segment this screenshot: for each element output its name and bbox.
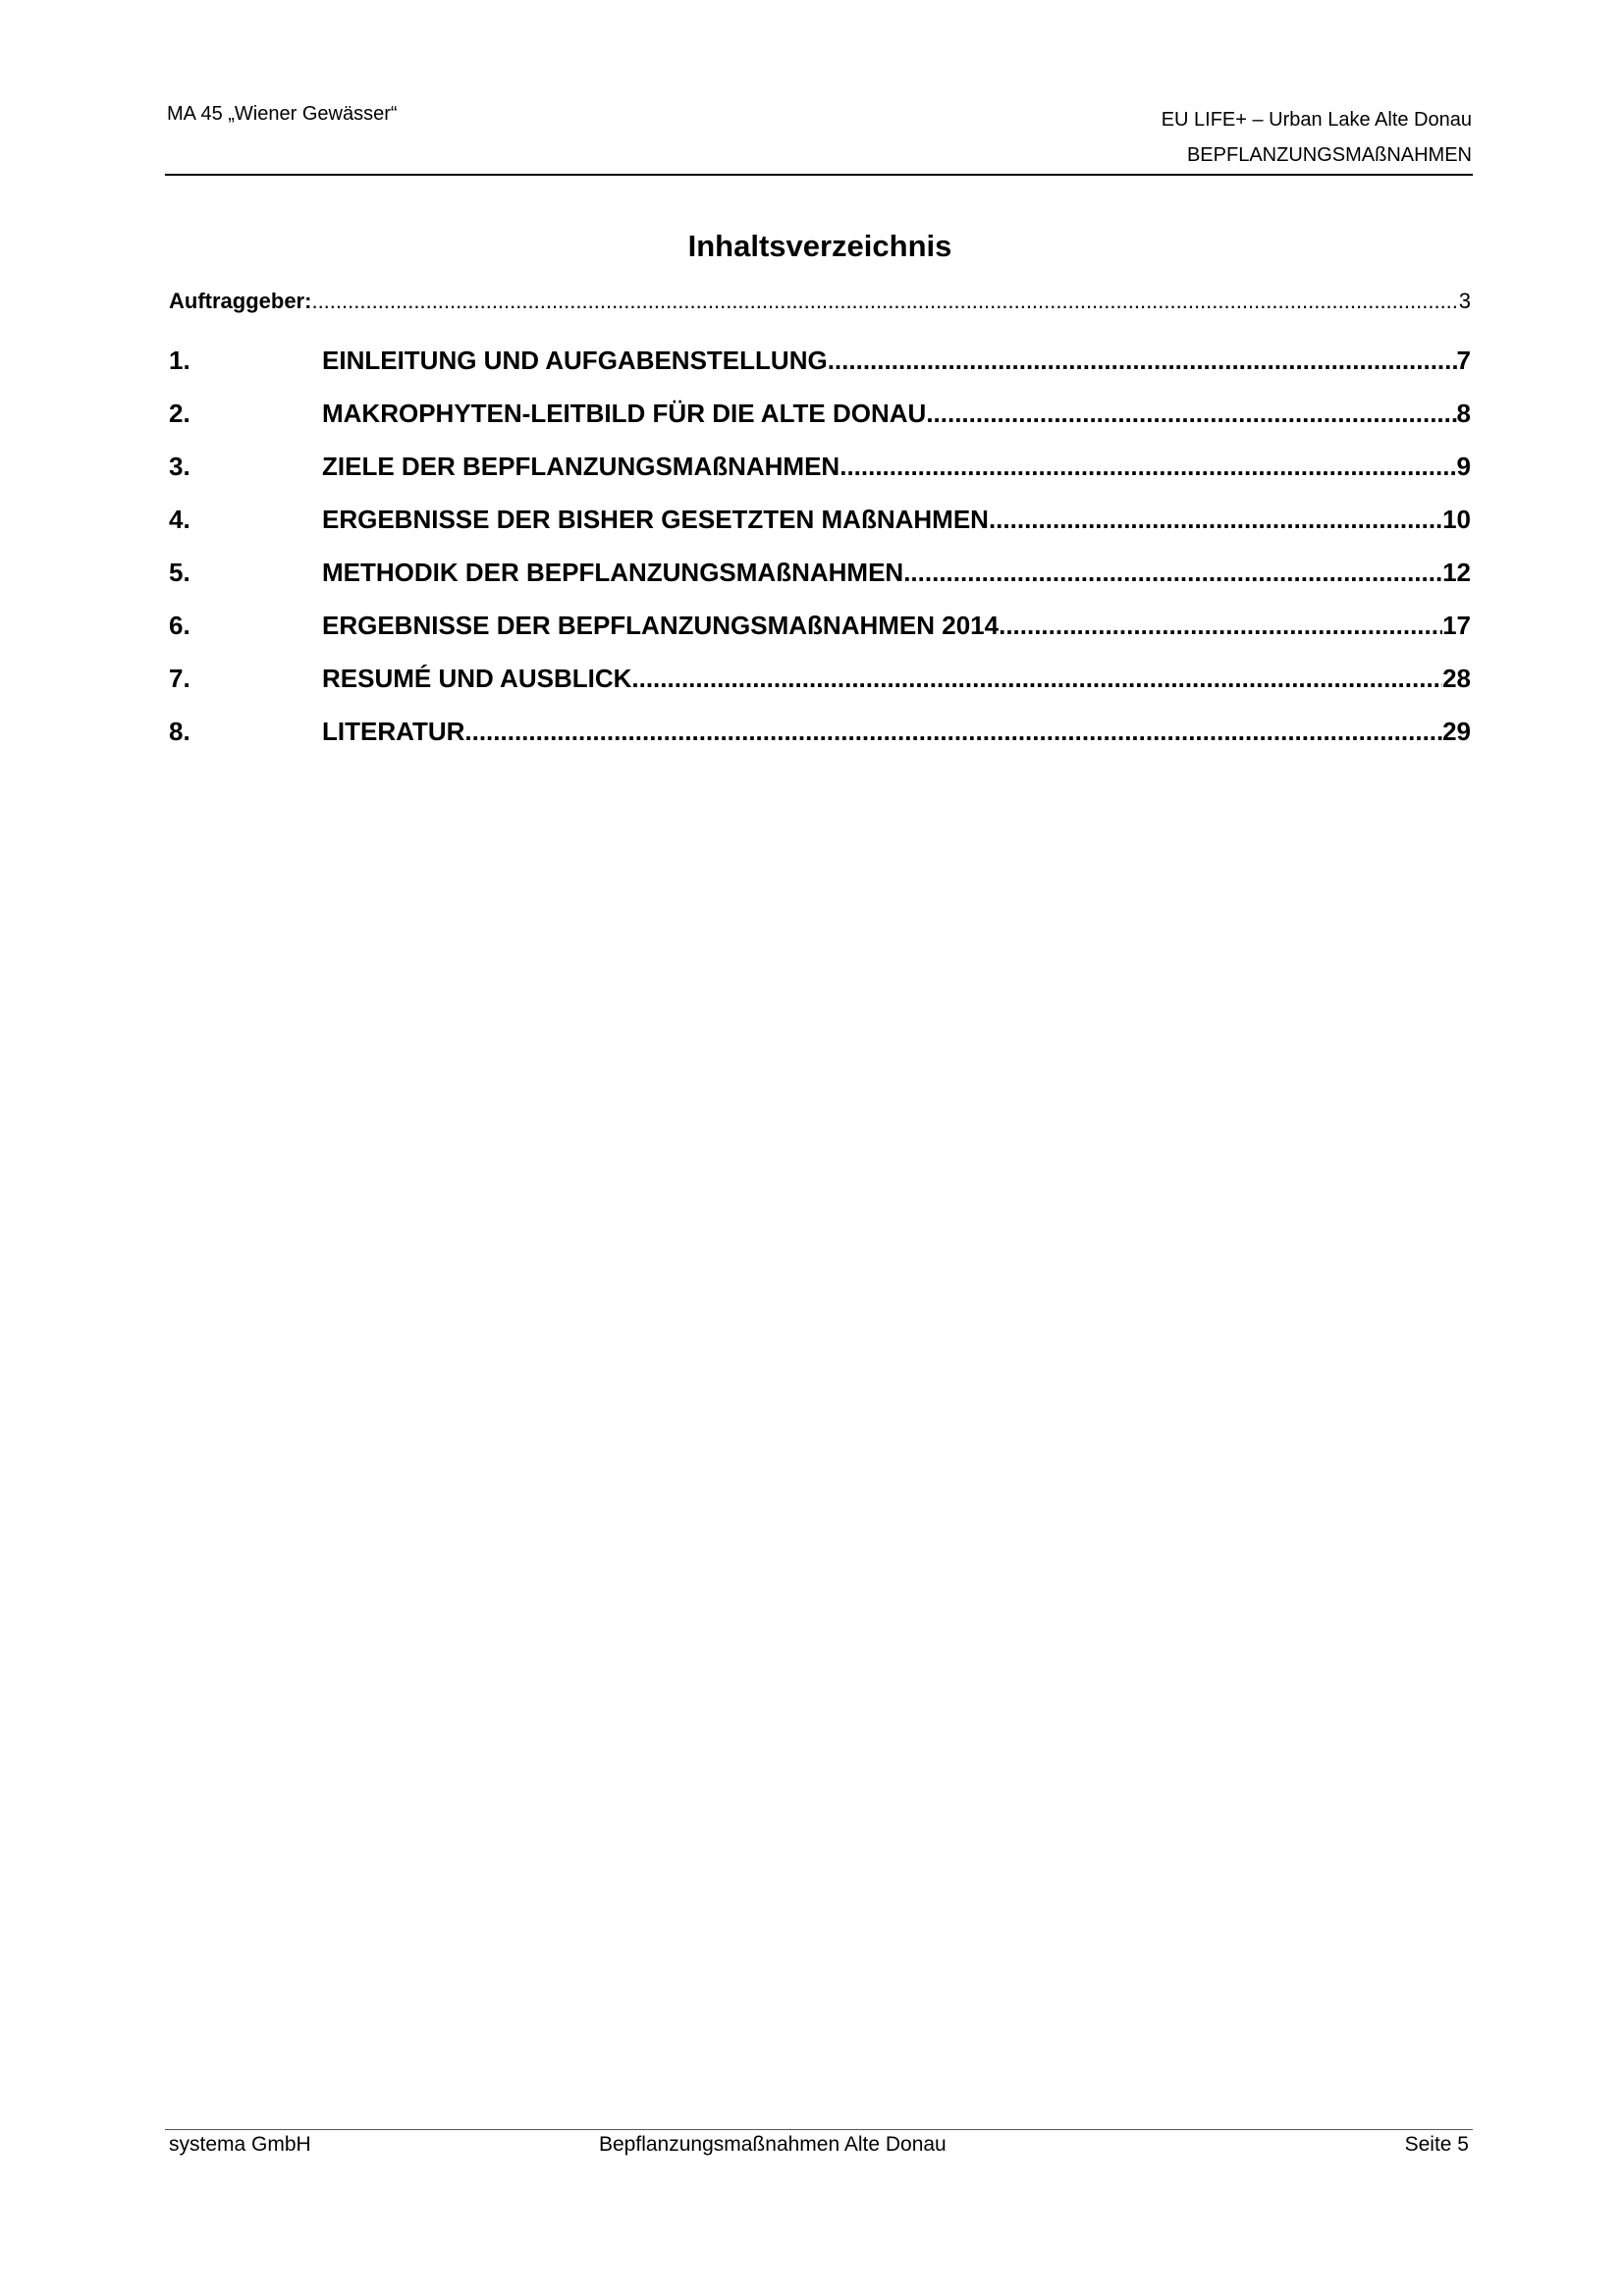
header-project (1162, 102, 1472, 173)
toc-entry-text: RESUMÉ UND AUSBLICK (322, 664, 632, 693)
toc-entry-page: 7 (1456, 346, 1471, 375)
toc-entry-3[interactable] (169, 440, 1471, 493)
toc-title: Inhaltsverzeichnis (687, 229, 952, 263)
toc-leader-dots (631, 652, 1442, 705)
toc-entry-number: 2. (169, 399, 190, 428)
toc-entry-text: ERGEBNISSE DER BEPFLANZUNGSMAßNAHMEN 2014 (322, 611, 1000, 640)
toc-entry-number: 6. (169, 611, 190, 640)
toc-leader-dots (999, 599, 1442, 652)
toc-leader-dots (311, 283, 1458, 320)
toc-leader-dots (903, 546, 1442, 599)
toc-entry-page: 10 (1442, 505, 1471, 534)
toc-entry-2[interactable] (169, 387, 1471, 440)
toc-entry-auftraggeber[interactable] (169, 283, 1471, 320)
header-organization: MA 45 „Wiener Gewässer“ (167, 103, 398, 125)
toc-entry-number: 1. (169, 346, 190, 375)
toc-leader-dots (926, 387, 1456, 440)
toc-leader-dots (839, 440, 1456, 493)
toc-entry-page: 17 (1442, 611, 1471, 640)
header-project-title: EU LIFE+ – Urban Lake Alte Donau (1161, 109, 1472, 131)
toc-leader-dots (828, 334, 1457, 387)
toc-leader-dots (464, 705, 1442, 758)
toc-entry-6[interactable] (169, 599, 1471, 652)
footer-document-title: Bepflanzungsmaßnahmen Alte Donau (599, 2133, 947, 2156)
footer-divider (165, 2129, 1473, 2130)
toc-entry-text: METHODIK DER BEPFLANZUNGSMAßNAHMEN (322, 558, 904, 587)
toc-entry-7[interactable] (169, 652, 1471, 705)
toc-entry-1[interactable] (169, 334, 1471, 387)
toc-entry-text: MAKROPHYTEN-LEITBILD FÜR DIE ALTE DONAU (322, 399, 927, 428)
toc-entry-8[interactable] (169, 705, 1471, 758)
toc-entry-text: ZIELE DER BEPFLANZUNGSMAßNAHMEN (322, 452, 840, 481)
toc-entry-number: 8. (169, 717, 190, 746)
toc-entry-4[interactable] (169, 493, 1471, 546)
toc-entry-5[interactable] (169, 546, 1471, 599)
toc-entry-page: 28 (1442, 664, 1471, 693)
table-of-contents (169, 283, 1471, 758)
toc-entry-text: Auftraggeber: (169, 289, 312, 313)
toc-entry-number: 7. (169, 664, 190, 693)
footer-company: systema GmbH (169, 2133, 311, 2156)
toc-entry-page: 12 (1442, 558, 1471, 587)
toc-entry-text: LITERATUR (322, 717, 465, 746)
header-divider (165, 174, 1473, 176)
header-report-title: BEPFLANZUNGSMAßNAHMEN (1186, 144, 1472, 166)
toc-entry-page: 8 (1456, 399, 1471, 428)
toc-entry-number: 4. (169, 505, 190, 534)
footer-page-number: Seite 5 (1404, 2133, 1469, 2156)
toc-entry-number: 5. (169, 558, 190, 587)
toc-entry-page: 3 (1458, 289, 1471, 313)
toc-entry-page: 29 (1442, 717, 1471, 746)
toc-entry-text: EINLEITUNG UND AUFGABENSTELLUNG (322, 346, 828, 375)
toc-entry-number: 3. (169, 452, 190, 481)
toc-entry-text: ERGEBNISSE DER BISHER GESETZTEN MAßNAHMEN (322, 505, 989, 534)
toc-leader-dots (989, 493, 1442, 546)
toc-entry-page: 9 (1456, 452, 1471, 481)
